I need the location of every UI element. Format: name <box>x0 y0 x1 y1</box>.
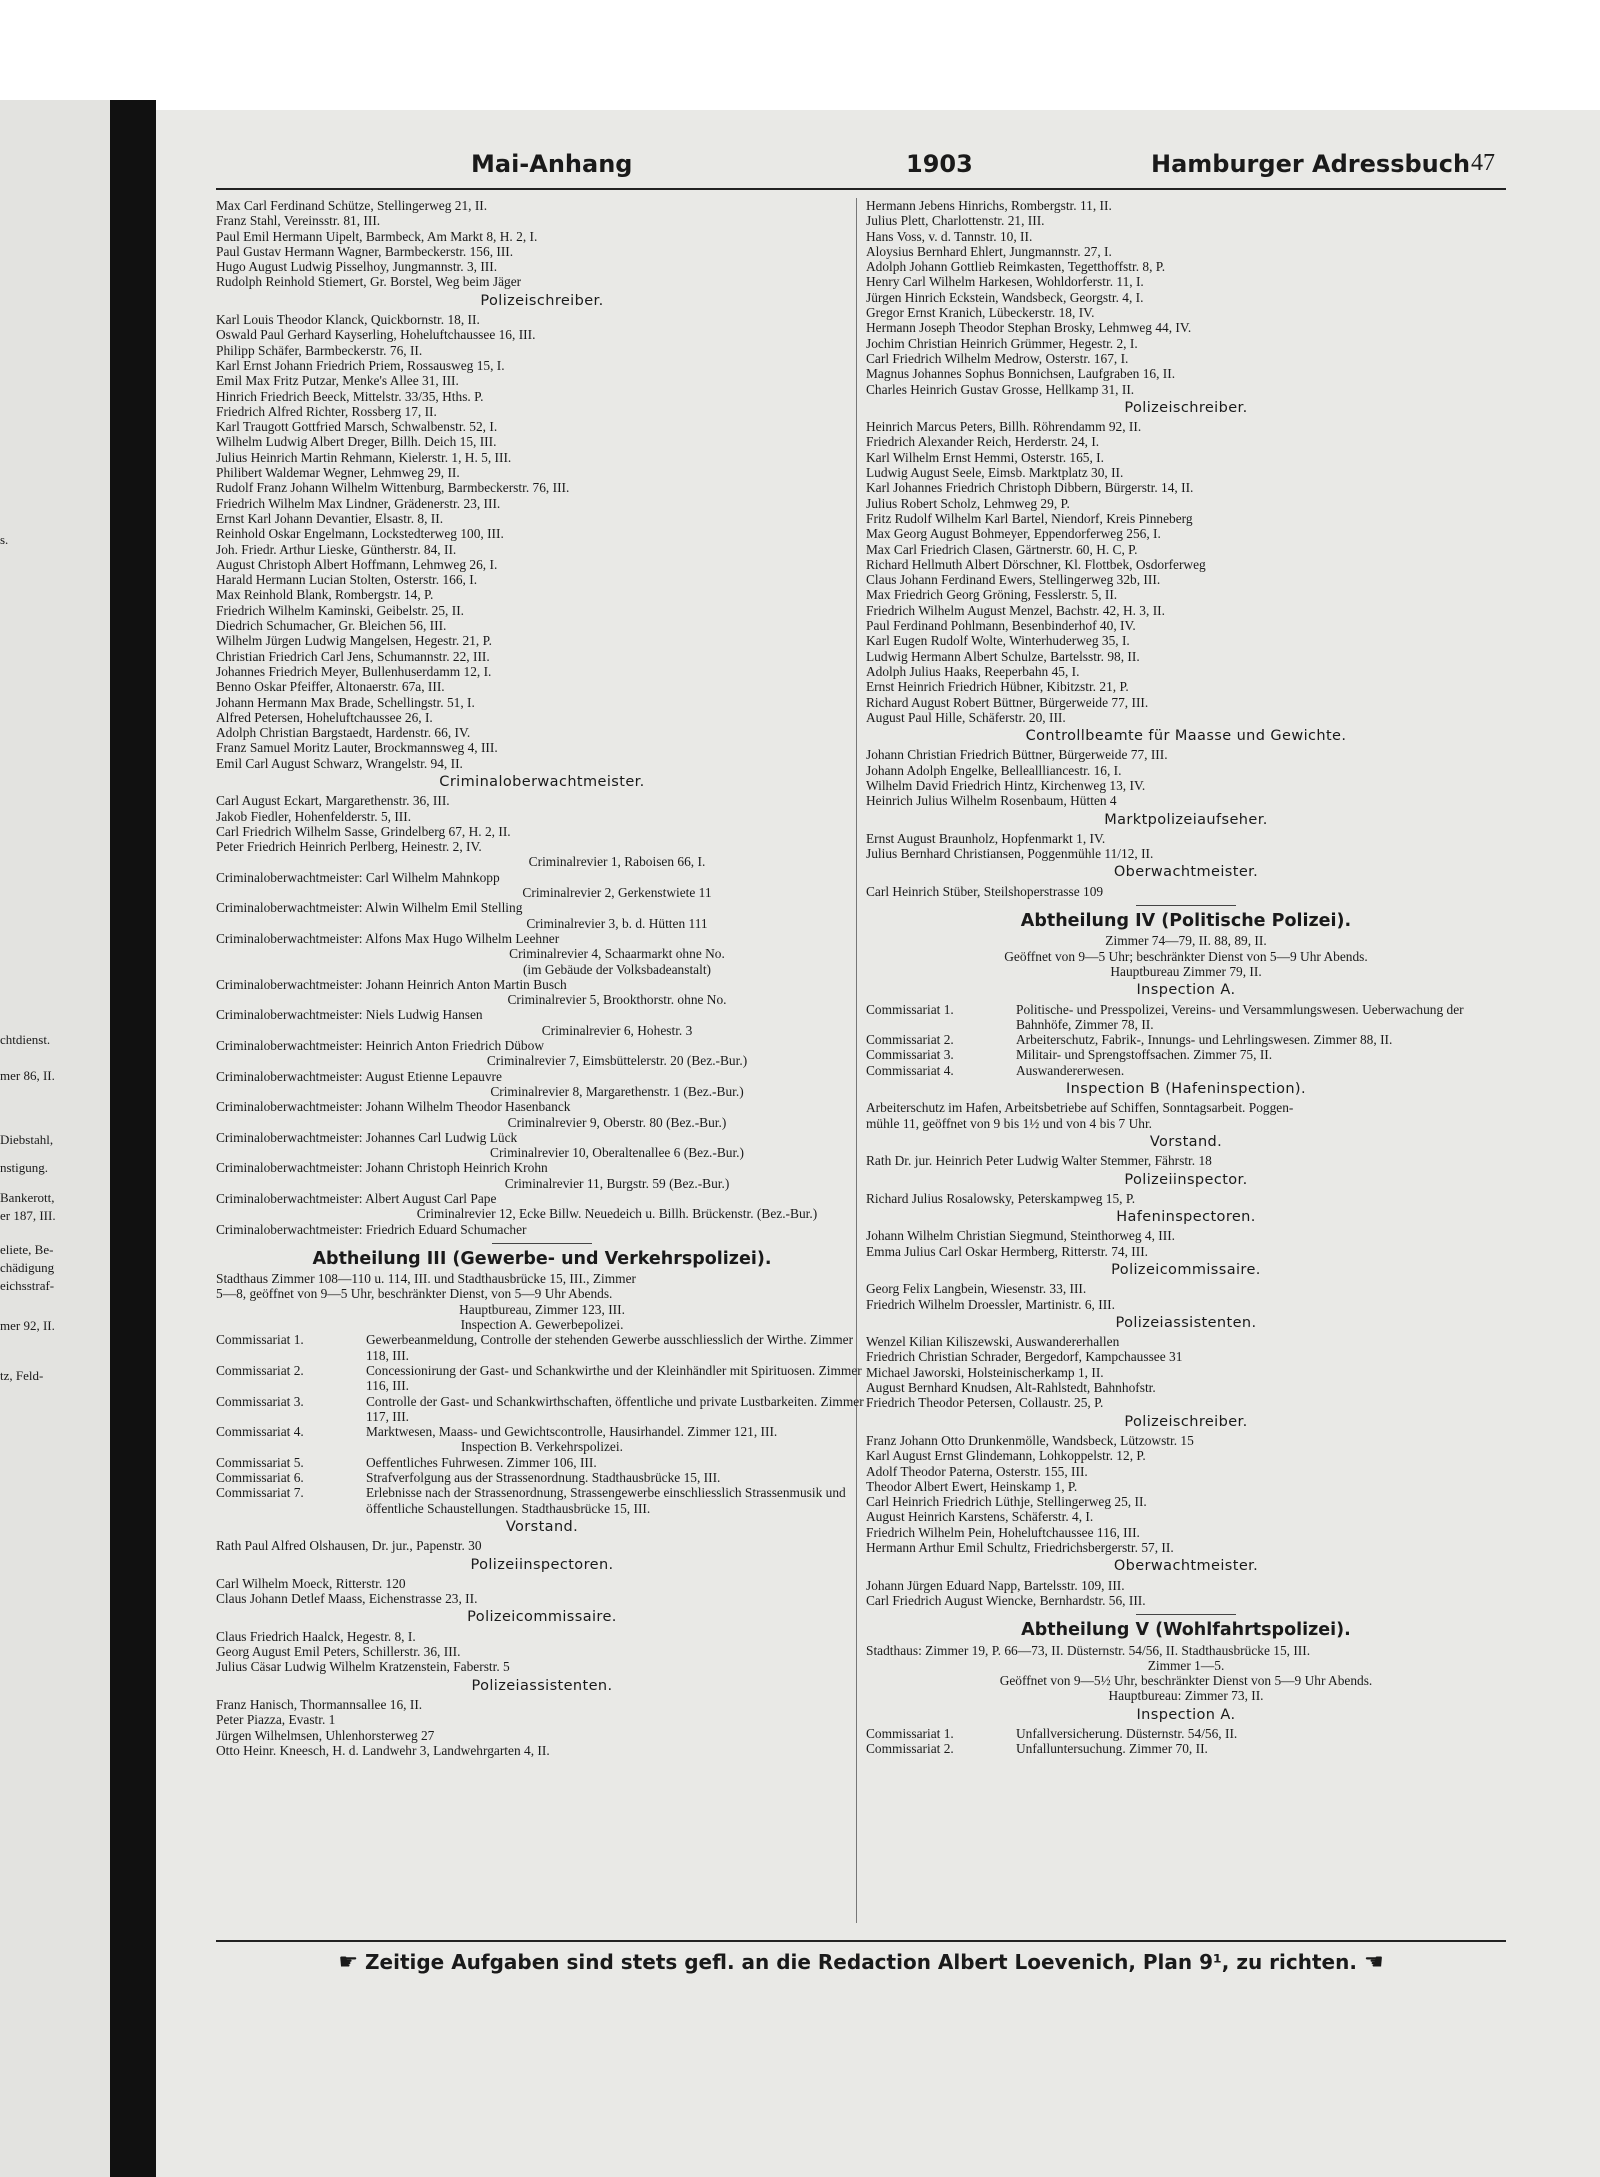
section-title: Vorstand. <box>505 1518 579 1535</box>
commissariat-duties: Marktwesen, Maass- und Gewichtscontrolle, Hausirhandel. Zimmer 121, III. <box>366 1424 778 1440</box>
entry-line: Ernst August Braunholz, Hopfenmarkt 1, IV. <box>866 830 1106 846</box>
entry-line: Karl August Ernst Glindemann, Lohkoppelstr. 12, P. <box>866 1448 1146 1464</box>
commissariat-duties: Unfallversicherung. Düsternstr. 54/56, II. <box>1016 1726 1238 1742</box>
entry-line: Rudolf Franz Johann Wilhelm Wittenburg, Barmbeckerstr. 76, III. <box>216 480 570 496</box>
fragment: chädigung <box>0 1260 55 1275</box>
commissariat-row <box>216 1363 868 1394</box>
entry-line: Karl Wilhelm Ernst Hemmi, Osterstr. 165, I. <box>866 449 1104 465</box>
entry-line: Emma Julius Carl Oskar Hermberg, Ritterstr. 74, III. <box>866 1243 1149 1259</box>
entry-line: August Christoph Albert Hoffmann, Lehmweg 26, I. <box>216 556 498 572</box>
entry-line: Oswald Paul Gerhard Kayserling, Hoheluftchaussee 16, III. <box>216 327 536 343</box>
department-title: Abtheilung IV (Politische Polizei). <box>1020 911 1352 932</box>
entry-line: Jakob Fiedler, Hohenfelderstr. 5, III. <box>216 808 412 824</box>
section-title: Polizeiinspectoren. <box>470 1556 614 1573</box>
entry-line: Magnus Johannes Sophus Bonnichsen, Laufgraben 16, II. <box>866 366 1176 382</box>
revier-address: Criminalrevier 3, b. d. Hütten 111 <box>526 915 708 931</box>
revier-address: Criminalrevier 4, Schaarmarkt ohne No. <box>509 946 725 962</box>
entry-list <box>866 1191 1506 1206</box>
criminal-revier <box>216 992 868 1023</box>
page-footer <box>216 1950 1506 1975</box>
section-title: Vorstand. <box>1149 1133 1223 1150</box>
entry-line: Georg Felix Langbein, Wiesenstr. 33, III. <box>866 1281 1087 1297</box>
revier-officer: Criminaloberwachtmeister: Johannes Carl Ludwig Lück <box>216 1129 518 1145</box>
revier-officer: Criminaloberwachtmeister: August Etienne Lepauvre <box>216 1068 502 1084</box>
entry-line: Stadthaus: Zimmer 19, P. 66—73, II. Düsternstr. 54/56, II. Stadthausbrücke 15, III. <box>866 1642 1311 1658</box>
entry-list <box>866 747 1506 808</box>
entry-line: Hauptbureau: Zimmer 73, II. <box>1108 1688 1264 1704</box>
commissariat-row <box>866 1741 1506 1756</box>
revier-address: Criminalrevier 2, Gerkenstwiete 11 <box>522 885 712 901</box>
entry-line: Fritz Rudolf Wilhelm Karl Bartel, Niendorf, Kreis Pinneberg <box>866 510 1193 526</box>
entry-list <box>866 419 1506 725</box>
commissariat-duties: Strafverfolgung aus der Strassenordnung. Stadthausbrücke 15, III. <box>366 1470 721 1486</box>
entry-line: Max Friedrich Georg Gröning, Fesslerstr. 5, II. <box>866 587 1118 603</box>
commissariat-duties: Controlle der Gast- und Schankwirthschaften, öffentliche und private Lustbarkeiten. Zimmer 117, III. <box>366 1393 864 1424</box>
commissariat-row <box>216 1424 868 1439</box>
revier-officer: Criminaloberwachtmeister: Friedrich Eduard Schumacher <box>216 1221 527 1237</box>
commissariat-label: Commissariat 3. <box>866 1047 954 1063</box>
entry-line: Claus Johann Detlef Maass, Eichenstrasse 23, II. <box>216 1591 478 1607</box>
entry-line: Benno Oskar Pfeiffer, Altonaerstr. 67a, III. <box>216 679 445 695</box>
entry-line: Rath Paul Alfred Olshausen, Dr. jur., Papenstr. 30 <box>216 1538 482 1554</box>
section-title: Marktpolizeiaufseher. <box>1104 811 1268 828</box>
entry-line: Carl Wilhelm Moeck, Ritterstr. 120 <box>216 1575 406 1591</box>
entry-line: 5—8, geöffnet von 9—5 Uhr, beschränkter Dienst, von 5—9 Uhr Abends. <box>216 1286 613 1302</box>
fragment: tz, Feld- <box>0 1368 44 1383</box>
commissariat-label: Commissariat 1. <box>866 1001 954 1017</box>
entry-line: Stadthaus Zimmer 108—110 u. 114, III. und Stadthausbrücke 15, III., Zimmer <box>216 1271 636 1287</box>
commissariat-duties: Concessionirung der Gast- und Schankwirthe und der Kleinhändler mit Spirituosen. Zimmer 116, III. <box>366 1362 862 1394</box>
entry-line: Johannes Friedrich Meyer, Bullenhuserdamm 12, I. <box>216 663 492 679</box>
entry-line: Claus Friedrich Haalck, Hegestr. 8, I. <box>216 1628 416 1644</box>
entry-line: Johann Adolph Engelke, Belleallliancestr. 16, I. <box>866 762 1122 778</box>
fragment: chtdienst. <box>0 1032 51 1047</box>
fragment: er 187, III. <box>0 1208 56 1223</box>
entry-line: Alfred Petersen, Hoheluftchaussee 26, I. <box>216 709 433 725</box>
entry-line: Adolph Christian Bargstaedt, Hardenstr. 66, IV. <box>216 725 471 741</box>
entry-line: Johann Christian Friedrich Büttner, Bürgerweide 77, III. <box>866 747 1168 763</box>
entry-line: Franz Stahl, Vereinsstr. 81, III. <box>216 213 381 229</box>
section-title: Oberwachtmeister. <box>1113 864 1259 881</box>
entry-line: Georg August Emil Peters, Schillerstr. 36, III. <box>216 1644 461 1660</box>
commissariat-label: Commissariat 2. <box>866 1032 954 1048</box>
entry-line: Zimmer 74—79, II. 88, 89, II. <box>1105 933 1267 949</box>
header-title: Hamburger Adressbuch <box>1151 150 1471 178</box>
entry-line: Carl Friedrich August Wiencke, Bernhardstr. 56, III. <box>866 1592 1146 1608</box>
revier-officer: Criminaloberwachtmeister: Johann Christoph Heinrich Krohn <box>216 1160 548 1176</box>
section-title: Polizeischreiber. <box>1124 1413 1248 1430</box>
entry-line: Richard Hellmuth Albert Dörschner, Kl. Flottbek, Osdorferweg <box>866 556 1206 572</box>
right-column <box>866 198 1506 1757</box>
entry-list <box>866 1433 1506 1555</box>
entry-line: Julius Robert Scholz, Lehmweg 29, P. <box>866 495 1070 511</box>
entry-line: Ernst Heinrich Friedrich Hübner, Kibitzstr. 21, P. <box>866 679 1129 695</box>
entry-line: Wilhelm Jürgen Ludwig Mangelsen, Hegestr. 21, P. <box>216 633 492 649</box>
entry-list <box>866 1334 1506 1410</box>
entry-list <box>216 198 868 290</box>
entry-line: Jürgen Hinrich Eckstein, Wandsbeck, Georgstr. 4, I. <box>866 289 1144 305</box>
section-title: Polizeicommissaire. <box>1111 1262 1261 1278</box>
fragment: Diebstahl, <box>0 1132 54 1147</box>
entry-line: Peter Piazza, Evastr. 1 <box>216 1712 336 1728</box>
entry-line: Karl Louis Theodor Klanck, Quickbornstr. 18, II. <box>216 312 480 328</box>
commissariat-label: Commissariat 5. <box>216 1454 304 1470</box>
entry-line: Friedrich Alexander Reich, Herderstr. 24, I. <box>866 434 1100 450</box>
entry-line: Theodor Albert Ewert, Heinskamp 1, P. <box>866 1478 1078 1494</box>
entry-line: Peter Friedrich Heinrich Perlberg, Heinestr. 2, IV. <box>216 839 482 855</box>
commissariat-row <box>866 1047 1506 1062</box>
commissariat-row <box>866 1726 1506 1741</box>
entry-line: Max Carl Friedrich Clasen, Gärtnerstr. 60, H. C, P. <box>866 541 1138 557</box>
revier-address: Criminalrevier 11, Burgstr. 59 (Bez.-Bur.) <box>504 1175 730 1191</box>
entry-line: Carl August Eckart, Margarethenstr. 36, III. <box>216 793 450 809</box>
commissariat-list <box>216 1455 868 1516</box>
commissariat-row <box>216 1394 868 1425</box>
inspection-title: Inspection B. Verkehrspolizei. <box>461 1439 623 1455</box>
entry-line: Adolph Johann Gottlieb Reimkasten, Tegetthoffstr. 8, P. <box>866 259 1166 275</box>
commissariat-row <box>866 1002 1506 1033</box>
commissariat-row <box>866 1032 1506 1047</box>
entry-line: Wenzel Kilian Kiliszewski, Auswandererhallen <box>866 1334 1120 1350</box>
criminal-revier <box>216 885 868 916</box>
revier-officer: Criminaloberwachtmeister: Johann Heinrich Anton Martin Busch <box>216 976 567 992</box>
entry-list <box>866 884 1506 899</box>
entry-line: Arbeiterschutz im Hafen, Arbeitsbetriebe auf Schiffen, Sonntagsarbeit. Poggen- <box>866 1100 1294 1116</box>
entry-list <box>216 312 868 771</box>
commissariat-duties: Militair- und Sprengstoffsachen. Zimmer 75, II. <box>1016 1047 1273 1063</box>
section-title: Inspection A. <box>1136 982 1236 999</box>
revier-officer: Criminaloberwachtmeister: Alwin Wilhelm Emil Stelling <box>216 900 523 916</box>
entry-line: Reinhold Oskar Engelmann, Lockstedterweg 100, III. <box>216 526 504 542</box>
entry-list <box>866 1281 1506 1312</box>
separator-rule <box>1136 905 1236 906</box>
intro-lines <box>216 1271 868 1317</box>
fragment: mer 86, II. <box>0 1068 55 1083</box>
entry-list <box>866 1153 1506 1168</box>
entry-line: Franz Johann Otto Drunkenmölle, Wandsbeck, Lützowstr. 15 <box>866 1432 1194 1448</box>
revier-address: Criminalrevier 10, Oberaltenallee 6 (Bez.-Bur.) <box>490 1145 744 1161</box>
left-page-edge <box>0 100 110 2177</box>
revier-officer: Criminaloberwachtmeister: Niels Ludwig Hansen <box>216 1007 483 1023</box>
entry-line: mühle 11, geöffnet von 9 bis 1½ und von 4 bis 7 Uhr. <box>866 1115 1153 1131</box>
entry-line: Franz Samuel Moritz Lauter, Brockmannsweg 4, III. <box>216 740 498 756</box>
entry-line: Julius Cäsar Ludwig Wilhelm Kratzenstein, Faberstr. 5 <box>216 1659 510 1675</box>
commissariat-label: Commissariat 1. <box>866 1726 954 1742</box>
pointing-hand-icon: ☚ <box>1363 1950 1384 1975</box>
entry-line: Paul Ferdinand Pohlmann, Besenbinderhof 40, IV. <box>866 618 1136 634</box>
entry-line: Harald Hermann Lucian Stolten, Osterstr. 166, I. <box>216 572 478 588</box>
department-title: Abtheilung III (Gewerbe- und Verkehrspolizei). <box>312 1248 772 1269</box>
header-section: Mai-Anhang <box>471 150 633 178</box>
revier-address: Criminalrevier 9, Oberstr. 80 (Bez.-Bur.) <box>507 1114 727 1130</box>
header-year: 1903 <box>906 150 973 178</box>
entry-line: Karl Ernst Johann Friedrich Priem, Rossausweg 15, I. <box>216 357 505 373</box>
entry-line: Aloysius Bernhard Ehlert, Jungmannstr. 27, I. <box>866 243 1112 259</box>
entry-list <box>216 1697 868 1758</box>
fragment: Bankerott, <box>0 1190 55 1205</box>
entry-list <box>216 1629 868 1675</box>
entry-line: Ernst Karl Johann Devantier, Elsastr. 8, II. <box>216 510 444 526</box>
entry-list <box>866 831 1506 862</box>
commissariat-duties: Oeffentliches Fuhrwesen. Zimmer 106, III. <box>366 1454 597 1470</box>
intro-lines <box>866 1643 1506 1704</box>
section-title: Polizeischreiber. <box>480 292 604 309</box>
fragment: mer 92, II. <box>0 1318 55 1333</box>
section-title: Inspection A. <box>1136 1706 1236 1723</box>
entry-line: Carl Friedrich Wilhelm Sasse, Grindelberg 67, H. 2, II. <box>216 823 511 839</box>
entry-list <box>866 1100 1506 1131</box>
entry-line: Friedrich Wilhelm Pein, Hoheluftchaussee 116, III. <box>866 1524 1140 1540</box>
entry-line: Friedrich Theodor Petersen, Collaustr. 25, P. <box>866 1395 1104 1411</box>
section-title: Criminaloberwachtmeister. <box>439 773 645 790</box>
entry-line: Adolph Julius Haaks, Reeperbahn 45, I. <box>866 663 1080 679</box>
commissariat-label: Commissariat 3. <box>216 1393 304 1409</box>
commissariat-row <box>216 1455 868 1470</box>
entry-line: Charles Heinrich Gustav Grosse, Hellkamp 31, II. <box>866 381 1135 397</box>
entry-line: August Bernhard Knudsen, Alt-Rahlstedt, Bahnhofstr. <box>866 1380 1156 1396</box>
entry-line: Michael Jaworski, Holsteinischerkamp 1, II. <box>866 1364 1104 1380</box>
revier-address: Criminalrevier 1, Raboisen 66, I. <box>528 854 706 870</box>
section-title: Polizeischreiber. <box>1124 399 1248 416</box>
entry-line: August Paul Hille, Schäferstr. 20, III. <box>866 709 1066 725</box>
entry-list <box>866 198 1506 397</box>
entry-line: Friedrich Christian Schrader, Bergedorf, Kampchaussee 31 <box>866 1349 1183 1365</box>
inspection-title: Inspection A. Gewerbepolizei. <box>460 1317 624 1333</box>
criminal-revier <box>216 1115 868 1146</box>
entry-line: Richard Julius Rosalowsky, Peterskampweg 15, P. <box>866 1190 1136 1206</box>
entry-line: Ludwig August Seele, Eimsb. Marktplatz 30, II. <box>866 465 1124 481</box>
section-title: Polizeiassistenten. <box>1115 1314 1257 1331</box>
revier-officer: Criminaloberwachtmeister: Albert August Carl Pape <box>216 1191 497 1206</box>
entry-line: Philipp Schäfer, Barmbeckerstr. 76, II. <box>216 342 423 358</box>
revier-officer: Criminaloberwachtmeister: Alfons Max Hugo Wilhelm Leehner <box>216 930 560 946</box>
department-title: Abtheilung V (Wohlfahrtspolizei). <box>1021 1620 1351 1641</box>
entry-line: Wilhelm Ludwig Albert Dreger, Billh. Deich 15, III. <box>216 434 497 450</box>
entry-line: Carl Heinrich Stüber, Steilshoperstrasse 109 <box>866 883 1104 899</box>
separator-rule <box>1136 1614 1236 1615</box>
entry-line: Heinrich Julius Wilhelm Rosenbaum, Hütten 4 <box>866 793 1117 809</box>
entry-line: Hauptbureau, Zimmer 123, III. <box>459 1301 625 1317</box>
page-number: 47 <box>1471 150 1495 176</box>
entry-line: Emil Carl August Schwarz, Wrangelstr. 94, II. <box>216 755 463 771</box>
entry-line: Karl Johannes Friedrich Christoph Dibbern, Bürgerstr. 14, II. <box>866 480 1194 496</box>
section-title: Oberwachtmeister. <box>1113 1558 1259 1575</box>
entry-line: Otto Heinr. Kneesch, H. d. Landwehr 3, Landwehrgarten 4, II. <box>216 1742 550 1758</box>
entry-line: Geöffnet von 9—5 Uhr; beschränkter Dienst von 5—9 Uhr Abends. <box>1004 948 1368 964</box>
entry-line: Zimmer 1—5. <box>1147 1657 1225 1673</box>
entry-line: Friedrich Alfred Richter, Rossberg 17, II. <box>216 403 437 419</box>
commissariat-duties: Auswandererwesen. <box>1016 1062 1125 1078</box>
entry-line: Geöffnet von 9—5½ Uhr, beschränkter Dienst von 5—9 Uhr Abends. <box>999 1673 1373 1689</box>
entry-list <box>216 1576 868 1607</box>
entry-line: Hinrich Friedrich Beeck, Mittelstr. 33/35, Hths. P. <box>216 388 484 404</box>
commissariat-label: Commissariat 6. <box>216 1470 304 1486</box>
revier-address: Criminalrevier 6, Hohestr. 3 <box>541 1022 693 1038</box>
section-title: Inspection B (Hafeninspection). <box>1065 1081 1307 1098</box>
entry-line: Richard August Robert Büttner, Bürgerweide 77, III. <box>866 694 1149 710</box>
entry-line: Friedrich Wilhelm Max Lindner, Grädenerstr. 23, III. <box>216 495 501 511</box>
entry-line: Jochim Christian Heinrich Grümmer, Hegestr. 2, I. <box>866 335 1138 351</box>
entry-line: Emil Max Fritz Putzar, Menke's Allee 31, III. <box>216 373 459 389</box>
entry-line: August Heinrich Karstens, Schäferstr. 4, I. <box>866 1509 1094 1525</box>
commissariat-duties: Politische- und Presspolizei, Vereins- und Versammlungswesen. Ueberwachung der Bahnhöfe, Zimmer 78, II. <box>1016 1001 1464 1032</box>
page-header <box>216 150 1506 190</box>
commissariat-duties: Erlebnisse nach der Strassenordnung, Strassengewerbe einschliesslich Strassenmusik und öffentliche Schaustellungen. Stadthausbrücke 15, III. <box>366 1485 846 1516</box>
entry-line: Karl Traugott Gottfried Marsch, Schwalbenstr. 52, I. <box>216 419 498 435</box>
entry-line: Paul Emil Hermann Uipelt, Barmbeck, Am Markt 8, H. 2, I. <box>216 228 538 244</box>
commissariat-list <box>216 1332 868 1439</box>
revier-address: Criminalrevier 5, Brookthorstr. ohne No. <box>507 992 727 1008</box>
commissariat-row <box>866 1063 1506 1078</box>
entry-line: Hermann Joseph Theodor Stephan Brosky, Lehmweg 44, IV. <box>866 320 1192 336</box>
entry-line: Wilhelm David Friedrich Hintz, Kirchenweg 13, IV. <box>866 777 1146 793</box>
entry-line: Henry Carl Wilhelm Harkesen, Wohldorferstr. 11, I. <box>866 274 1144 290</box>
book-gutter <box>110 100 156 2177</box>
entry-line: Friedrich Wilhelm August Menzel, Bachstr. 42, H. 3, II. <box>866 602 1165 618</box>
fragment: eichsstraf- <box>0 1278 55 1293</box>
commissariat-list <box>866 1002 1506 1078</box>
revier-address: Criminalrevier 8, Margarethenstr. 1 (Bez.-Bur.) <box>490 1083 744 1099</box>
commissariat-label: Commissariat 4. <box>866 1062 954 1078</box>
entry-line: Heinrich Marcus Peters, Billh. Röhrendamm 92, II. <box>866 419 1142 435</box>
entry-line: Rudolph Reinhold Stiemert, Gr. Borstel, Weg beim Jäger <box>216 274 522 290</box>
entry-line: Adolf Theodor Paterna, Osterstr. 155, III. <box>866 1463 1088 1479</box>
criminal-revier <box>216 1023 868 1054</box>
commissariat-row <box>216 1332 868 1363</box>
revier-address: Criminalrevier 12, Ecke Billw. Neuedeich u. Billh. Brückenstr. (Bez.-Bur.) <box>416 1206 818 1222</box>
footer-rule <box>216 1940 1506 1942</box>
entry-line: Ludwig Hermann Albert Schulze, Bartelsstr. 98, II. <box>866 648 1140 664</box>
entry-line: Julius Heinrich Martin Rehmann, Kielerstr. 1, H. 5, III. <box>216 449 512 465</box>
entry-line: Friedrich Wilhelm Droessler, Martinistr. 6, III. <box>866 1296 1115 1312</box>
entry-line: Hans Voss, v. d. Tannstr. 10, II. <box>866 228 1033 244</box>
commissariat-label: Commissariat 2. <box>216 1362 304 1378</box>
section-title: Polizeicommissaire. <box>467 1609 617 1626</box>
entry-line: Julius Bernhard Christiansen, Poggenmühle 11/12, II. <box>866 846 1154 862</box>
left-column <box>216 198 868 1758</box>
entry-line: Max Georg August Bohmeyer, Eppendorferweg 256, I. <box>866 526 1161 542</box>
entry-line: Johann Jürgen Eduard Napp, Bartelsstr. 109, III. <box>866 1577 1125 1593</box>
entry-line: Hugo August Ludwig Pisselhoy, Jungmannstr. 3, III. <box>216 259 498 275</box>
entry-line: Joh. Friedr. Arthur Lieske, Güntherstr. 84, II. <box>216 541 457 557</box>
criminal-revier <box>216 854 868 885</box>
revier-list <box>216 854 868 1236</box>
commissariat-duties: Arbeiterschutz, Fabrik-, Innungs- und Lehrlingswesen. Zimmer 88, II. <box>1016 1032 1393 1048</box>
pointing-hand-icon: ☛ <box>338 1950 359 1975</box>
entry-line: Diedrich Schumacher, Gr. Bleichen 56, III. <box>216 618 447 634</box>
commissariat-list <box>866 1726 1506 1757</box>
commissariat-row <box>216 1485 868 1516</box>
entry-line: Carl Friedrich Wilhelm Medrow, Osterstr. 167, I. <box>866 350 1129 366</box>
entry-line: Franz Hanisch, Thormannsallee 16, II. <box>216 1696 423 1712</box>
section-title: Hafeninspectoren. <box>1116 1209 1256 1226</box>
entry-line: Max Reinhold Blank, Rombergstr. 14, P. <box>216 587 434 603</box>
commissariat-label: Commissariat 2. <box>866 1741 954 1757</box>
entry-line: Hermann Arthur Emil Schultz, Friedrichsbergerstr. 57, II. <box>866 1540 1174 1556</box>
section-title: Polizeiassistenten. <box>471 1677 613 1694</box>
entry-line: Claus Johann Ferdinand Ewers, Stellingerweg 32b, III. <box>866 572 1161 588</box>
entry-line: Jürgen Wilhelmsen, Uhlenhorsterweg 27 <box>216 1727 435 1743</box>
section-title: Controllbeamte für Maasse und Gewichte. <box>1025 728 1347 745</box>
fragment: s. <box>0 532 9 547</box>
criminal-revier <box>216 1084 868 1115</box>
directory-page <box>156 110 1600 2177</box>
intro-lines <box>866 933 1506 979</box>
criminal-revier <box>216 1206 868 1237</box>
entry-line: Gregor Ernst Kranich, Lübeckerstr. 18, IV. <box>866 305 1095 321</box>
separator-rule <box>492 1243 592 1244</box>
revier-address: Criminalrevier 7, Eimsbüttelerstr. 20 (Bez.-Bur.) <box>486 1053 748 1069</box>
entry-line: Julius Plett, Charlottenstr. 21, III. <box>866 213 1045 229</box>
entry-list <box>866 1228 1506 1259</box>
entry-line: Hauptbureau Zimmer 79, II. <box>1110 963 1262 979</box>
commissariat-duties: Unfalluntersuchung. Zimmer 70, II. <box>1016 1741 1208 1757</box>
entry-line: Paul Gustav Hermann Wagner, Barmbeckerstr. 156, III. <box>216 243 514 259</box>
commissariat-label: Commissariat 4. <box>216 1424 304 1440</box>
section-title: Polizeiinspector. <box>1124 1171 1248 1188</box>
criminal-revier <box>216 1145 868 1176</box>
entry-line: Karl Eugen Rudolf Wolte, Winterhuderweg 35, I. <box>866 633 1130 649</box>
entry-list <box>216 1538 868 1553</box>
criminal-revier <box>216 946 868 992</box>
criminal-revier <box>216 916 868 947</box>
criminal-revier <box>216 1053 868 1084</box>
criminal-revier <box>216 1176 868 1207</box>
entry-line: Johann Wilhelm Christian Siegmund, Steinthorweg 4, III. <box>866 1228 1176 1244</box>
commissariat-duties: Gewerbeanmeldung, Controlle der stehenden Gewerbe ausschliesslich der Wirthe. Zimmer 118, III. <box>366 1332 854 1363</box>
entry-list <box>866 1578 1506 1609</box>
commissariat-label: Commissariat 1. <box>216 1332 304 1348</box>
entry-line: Carl Heinrich Friedrich Lüthje, Stellingerweg 25, II. <box>866 1494 1147 1510</box>
footer-text: Zeitige Aufgaben sind stets gefl. an die Redaction Albert Loevenich, Plan 9¹, zu richten. <box>365 1950 1357 1974</box>
entry-line: Johann Hermann Max Brade, Schellingstr. 51, I. <box>216 694 475 710</box>
commissariat-row <box>216 1470 868 1485</box>
entry-line: Rath Dr. jur. Heinrich Peter Ludwig Walter Stemmer, Fährstr. 18 <box>866 1153 1212 1169</box>
fragment: nstigung. <box>0 1160 49 1175</box>
revier-officer: Criminaloberwachtmeister: Heinrich Anton Friedrich Dübow <box>216 1038 544 1054</box>
entry-line: Friedrich Wilhelm Kaminski, Geibelstr. 25, II. <box>216 602 465 618</box>
commissariat-label: Commissariat 7. <box>216 1485 304 1501</box>
entry-line: Philibert Waldemar Wegner, Lehmweg 29, II. <box>216 465 460 481</box>
fragment: eliete, Be- <box>0 1242 54 1257</box>
revier-officer: Criminaloberwachtmeister: Carl Wilhelm Mahnkopp <box>216 869 500 885</box>
entry-list <box>216 793 868 854</box>
header-rule <box>216 188 1506 190</box>
revier-officer: Criminaloberwachtmeister: Johann Wilhelm Theodor Hasenbanck <box>216 1099 571 1115</box>
entry-line: Hermann Jebens Hinrichs, Rombergstr. 11, II. <box>866 198 1112 213</box>
revier-address: (im Gebäude der Volksbadeanstalt) <box>522 961 712 977</box>
entry-line: Max Carl Ferdinand Schütze, Stellingerweg 21, II. <box>216 198 488 213</box>
entry-line: Christian Friedrich Carl Jens, Schumannstr. 22, III. <box>216 648 490 664</box>
